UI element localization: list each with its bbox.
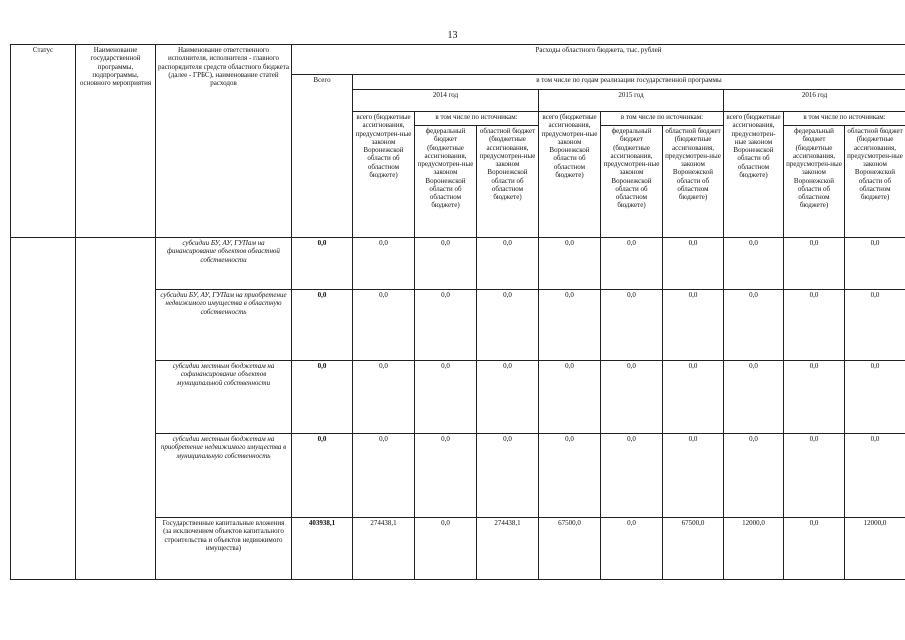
table-row: [11, 238, 905, 290]
header-executor: Наименование ответственного исполнителя, исполнителя - главного распорядителя средств областного бюджета (далее - ГРБС), наименование статей расходов: [156, 45, 292, 238]
cell-value: 0,0: [353, 361, 415, 434]
cell-value: 0,0: [601, 434, 663, 518]
row-label: Государственные капитальные вложения (за исключением объектов капитального строительства и объектов недвижимого имущества): [156, 518, 292, 580]
cell-value: 0,0: [845, 361, 905, 434]
header-row: [11, 45, 905, 75]
cell-value: 0,0: [724, 434, 784, 518]
cell-value: 0,0: [724, 361, 784, 434]
header-total: Всего: [292, 75, 353, 238]
header-program-name: Наименование государственной программы, подпрограммы, основного мероприятия: [76, 45, 156, 238]
cell-value: 0,0: [539, 238, 601, 290]
header-federal-2015: федеральный бюджет (бюджетные ассигнования, предусмотрен-ные законом Воронежской области об областном бюджете): [601, 126, 663, 238]
cell-value: 0,0: [353, 238, 415, 290]
row-total: 0,0: [292, 434, 353, 518]
cell-value: 0,0: [601, 361, 663, 434]
cell-value: 0,0: [845, 434, 905, 518]
header-year-total-2016: всего (бюджетные ассигнования, предусмотрен-ные законом Воронежской области об областном бюджете): [724, 112, 784, 238]
row-total: 403938,1: [292, 518, 353, 580]
cell-value: 0,0: [539, 434, 601, 518]
header-federal-2016: федеральный бюджет (бюджетные ассигнования, предусмотрен-ные законом Воронежской области об областном бюджете): [784, 126, 845, 238]
cell-value: 0,0: [784, 238, 845, 290]
cell-value: 0,0: [477, 434, 539, 518]
header-by-years: в том числе по годам реализации государственной программы: [353, 75, 905, 90]
row-total: 0,0: [292, 290, 353, 361]
header-sources-2016: в том числе по источникам:: [784, 112, 905, 126]
cell-value: 0,0: [415, 434, 477, 518]
cell-value: 67500,0: [663, 518, 724, 580]
status-cell: [11, 238, 76, 580]
header-year-2014: 2014 год: [353, 90, 539, 112]
cell-value: 12000,0: [845, 518, 905, 580]
cell-value: 0,0: [663, 238, 724, 290]
cell-value: 274438,1: [477, 518, 539, 580]
header-year-2015: 2015 год: [539, 90, 724, 112]
program-name-cell: [76, 238, 156, 580]
row-label: субсидии местным бюджетам на приобретение недвижимого имущества в муниципальную собственность: [156, 434, 292, 518]
cell-value: 0,0: [601, 518, 663, 580]
header-expenses: Расходы областного бюджета, тыс. рублей: [292, 45, 905, 75]
cell-value: 0,0: [353, 290, 415, 361]
cell-value: 0,0: [784, 361, 845, 434]
header-year-total-2014: всего (бюджетные ассигнования, предусмотрен-ные законом Воронежской области об областном бюджете): [353, 112, 415, 238]
budget-table: [10, 44, 905, 580]
header-regional-2014: областной бюджет (бюджетные ассигнования, предусмотрен-ные законом Воронежской области об областном бюджете): [477, 126, 539, 238]
cell-value: 0,0: [415, 290, 477, 361]
header-sources-2015: в том числе по источникам:: [601, 112, 724, 126]
header-status: Статус: [11, 45, 76, 238]
page-number: 13: [447, 30, 458, 41]
cell-value: 0,0: [601, 238, 663, 290]
header-year-total-2015: всего (бюджетные ассигнования, предусмотрен-ные законом Воронежской области об областном бюджете): [539, 112, 601, 238]
cell-value: 0,0: [724, 238, 784, 290]
header-sources-2014: в том числе по источникам:: [415, 112, 539, 126]
cell-value: 0,0: [477, 361, 539, 434]
cell-value: 12000,0: [724, 518, 784, 580]
header-federal-2014: федеральный бюджет (бюджетные ассигнования, предусмотрен-ные законом Воронежской области об областном бюджете): [415, 126, 477, 238]
cell-value: 0,0: [663, 290, 724, 361]
cell-value: 0,0: [415, 238, 477, 290]
cell-value: 0,0: [353, 434, 415, 518]
cell-value: 67500,0: [539, 518, 601, 580]
cell-value: 0,0: [845, 238, 905, 290]
header-year-2016: 2016 год: [724, 90, 905, 112]
cell-value: 0,0: [539, 361, 601, 434]
row-total: 0,0: [292, 238, 353, 290]
row-label: субсидии БУ, АУ, ГУПам на финансирование объектов областной собственности: [156, 238, 292, 290]
cell-value: 0,0: [784, 290, 845, 361]
cell-value: 274438,1: [353, 518, 415, 580]
cell-value: 0,0: [477, 290, 539, 361]
cell-value: 0,0: [724, 290, 784, 361]
cell-value: 0,0: [784, 434, 845, 518]
cell-value: 0,0: [601, 290, 663, 361]
row-total: 0,0: [292, 361, 353, 434]
cell-value: 0,0: [539, 290, 601, 361]
cell-value: 0,0: [845, 290, 905, 361]
cell-value: 0,0: [415, 361, 477, 434]
cell-value: 0,0: [784, 518, 845, 580]
header-regional-2015: областной бюджет (бюджетные ассигнования, предусмотрен-ные законом Воронежской области об областном бюджете): [663, 126, 724, 238]
cell-value: 0,0: [415, 518, 477, 580]
cell-value: 0,0: [663, 361, 724, 434]
row-label: субсидии местным бюджетам на софинансирование объектов муниципальной собственности: [156, 361, 292, 434]
cell-value: 0,0: [663, 434, 724, 518]
cell-value: 0,0: [477, 238, 539, 290]
row-label: субсидии БУ, АУ, ГУПам на приобретение недвижимого имущества в областную собственность: [156, 290, 292, 361]
header-regional-2016: областной бюджет (бюджетные ассигнования, предусмотрен-ные законом Воронежской области об областном бюджете): [845, 126, 905, 238]
